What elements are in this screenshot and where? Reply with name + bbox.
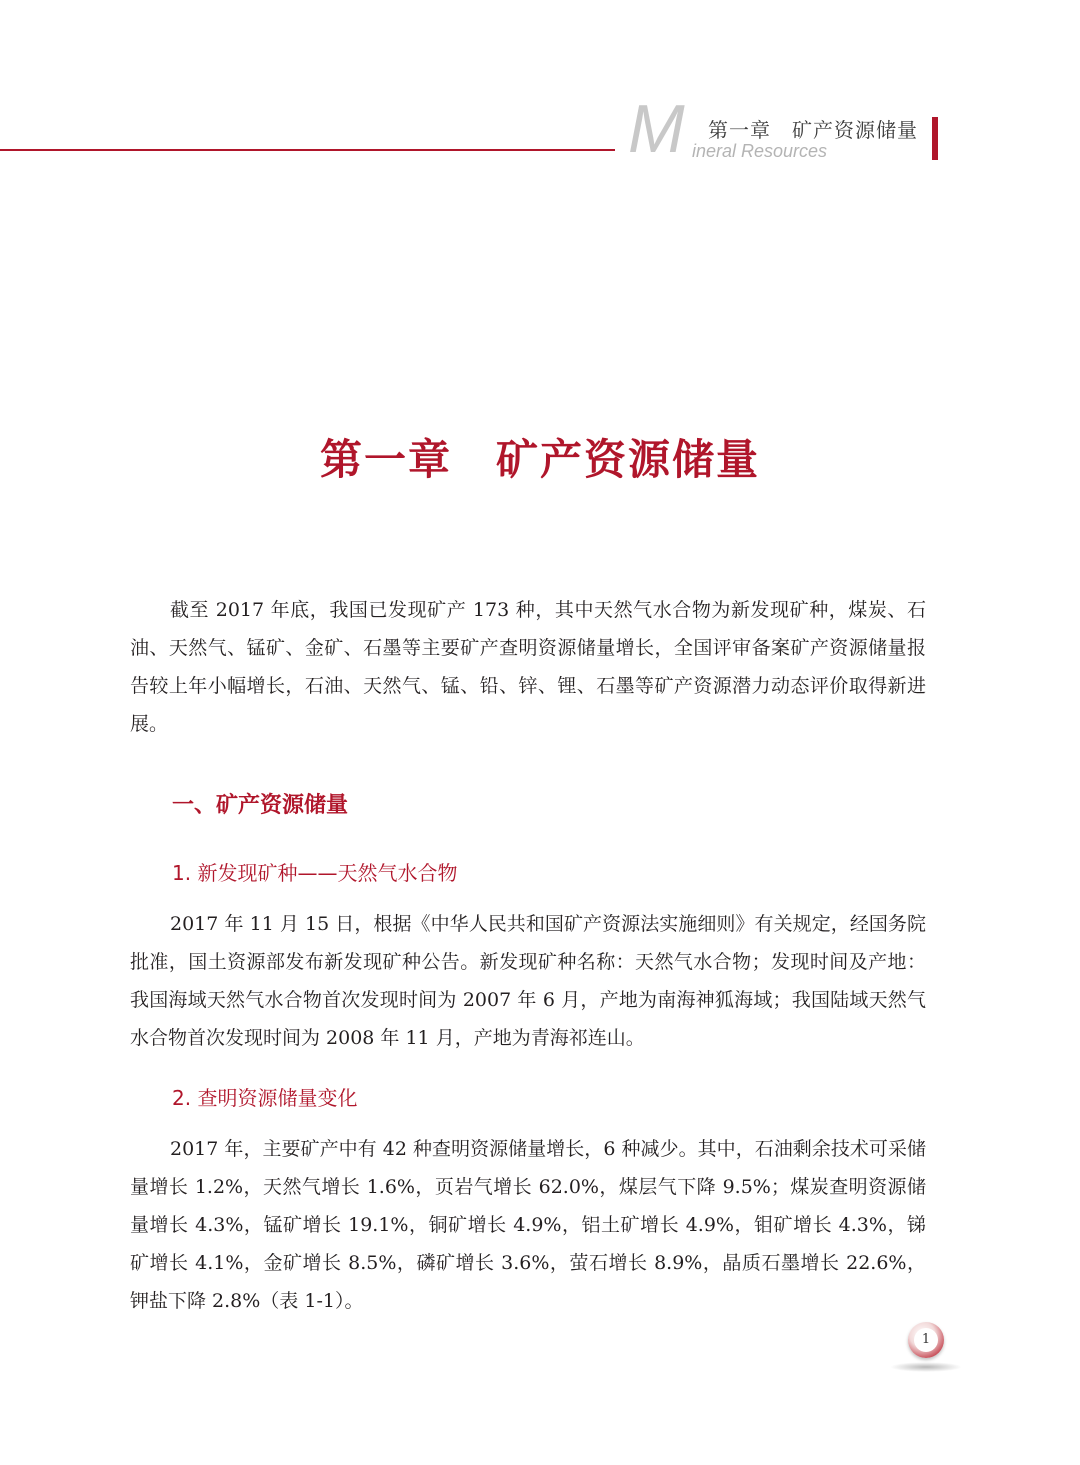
page-number: 1 [914,1328,938,1352]
header-rule [0,149,615,151]
chapter-title: 第一章 矿产资源储量 [319,435,760,484]
page-number-badge [908,1322,944,1358]
subsection-paragraph-2: 2017 年，主要矿产中有 42 种查明资源储量增长，6 种减少。其中，石油剩余技术可采储量增长 1.2%，天然气增长 1.6%，页岩气增长 62.0%，煤层气下降 9.5%；煤炭查明资源储量增长 4.3%，锰矿增长 19.1%，铜矿增长 4.9%，铝土矿增长 4.9%，钼矿增长 4.3%，锑矿增长 4.1%，金矿增长 8.5%，磷矿增长 3.6%，萤石增长 8.9%，晶质石墨增长 22.6%，钾盐下降 2.8%（表 1-1）。 [130,1138,926,1312]
subsection-heading-1: 1. 新发现矿种——天然气水合物 [172,861,458,885]
page-number-shadow [890,1362,962,1372]
section-heading: 一、矿产资源储量 [172,793,349,818]
subsection-heading-2: 2. 查明资源储量变化 [172,1086,358,1110]
header-logo-letter: M [628,91,683,167]
intro-paragraph: 截至 2017 年底，我国已发现矿产 173 种，其中天然气水合物为新发现矿种，煤炭、石油、天然气、锰矿、金矿、石墨等主要矿产查明资源储量增长，全国评审备案矿产资源储量报告较上年小幅增长，石油、天然气、锰、铅、锌、锂、石墨等矿产资源潜力动态评价取得新进展。 [130,599,926,735]
header-accent-bar [932,117,938,160]
header-chapter-label: 第一章 矿产资源储量 [708,118,918,142]
subsection-paragraph-1: 2017 年 11 月 15 日，根据《中华人民共和国矿产资源法实施细则》有关规定，经国务院批准，国土资源部发布新发现矿种公告。新发现矿种名称：天然气水合物；发现时间及产地：我国海域天然气水合物首次发现时间为 2007 年 6 月，产地为南海神狐海域；我国陆域天然气水合物首次发现时间为 2008 年 11 月，产地为青海祁连山。 [130,913,926,1049]
header-subtitle: ineral Resources [692,141,828,161]
